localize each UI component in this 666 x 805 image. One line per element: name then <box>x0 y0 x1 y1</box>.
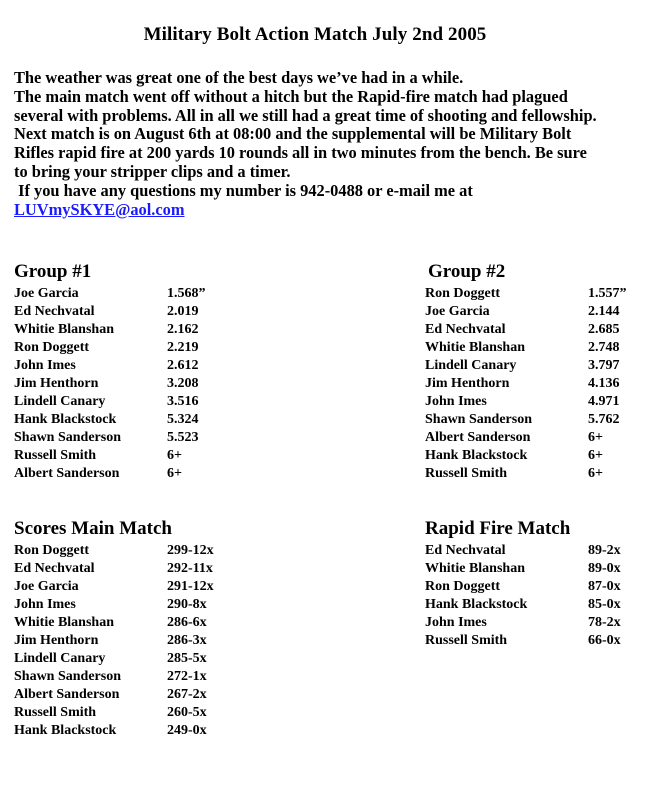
result-row <box>425 357 627 375</box>
shooter-name: Russell Smith <box>14 705 97 720</box>
shooter-name: Lindell Canary <box>14 651 106 666</box>
intro-line: If you have any questions my number is 942-0488 or e-mail me at <box>14 180 473 200</box>
shooter-name: Russell Smith <box>425 633 508 648</box>
result-row <box>14 722 214 740</box>
result-row <box>14 704 214 722</box>
rapid-fire-scores <box>425 518 621 650</box>
group-2-results <box>425 261 627 483</box>
section-heading: Scores Main Match <box>14 518 172 539</box>
section-heading: Rapid Fire Match <box>425 518 571 539</box>
intro-line: Rifles rapid fire at 200 yards 10 rounds all in two minutes from the bench. Be sure <box>14 143 587 163</box>
shooter-name: Ed Nechvatal <box>14 561 95 576</box>
shooter-name: Ron Doggett <box>14 543 90 558</box>
email-link[interactable]: LUVmySKYE@aol.com <box>14 199 185 219</box>
shooter-name: Shawn Sanderson <box>425 412 532 427</box>
result-row <box>14 321 206 339</box>
intro-line: The main match went off without a hitch but the Rapid-fire match had plagued <box>14 86 568 106</box>
result-row <box>14 465 206 483</box>
shooter-name: Jim Henthorn <box>425 376 510 391</box>
result-value: 87-0x <box>588 579 621 594</box>
result-value: 2.162 <box>167 322 199 337</box>
shooter-name: Albert Sanderson <box>425 430 531 445</box>
result-row <box>14 668 214 686</box>
result-row <box>425 375 627 393</box>
result-value: 2.748 <box>588 340 620 355</box>
result-row <box>425 303 627 321</box>
result-row <box>425 614 621 632</box>
shooter-name: Jim Henthorn <box>14 633 99 648</box>
result-value: 290-8x <box>167 597 207 612</box>
result-row <box>14 542 214 560</box>
results-list <box>425 285 627 483</box>
result-value: 5.523 <box>167 430 199 445</box>
shooter-name: John Imes <box>425 615 487 630</box>
shooter-name: Lindell Canary <box>425 358 517 373</box>
result-value: 89-0x <box>588 561 621 576</box>
result-value: 286-6x <box>167 615 207 630</box>
result-row <box>14 285 206 303</box>
shooter-name: Ed Nechvatal <box>425 322 506 337</box>
result-value: 299-12x <box>167 543 214 558</box>
result-row <box>425 393 627 411</box>
intro-line: to bring your stripper clips and a timer. <box>14 161 291 181</box>
shooter-name: Hank Blackstock <box>425 597 528 612</box>
result-value: 1.557” <box>588 286 627 301</box>
section-heading: Group #1 <box>14 261 92 282</box>
result-value: 2.219 <box>167 340 199 355</box>
result-value: 2.019 <box>167 304 199 319</box>
result-value: 291-12x <box>167 579 214 594</box>
result-row <box>14 357 206 375</box>
group-1-results <box>14 261 206 483</box>
shooter-name: John Imes <box>14 358 76 373</box>
result-value: 6+ <box>588 430 603 445</box>
result-value: 1.568” <box>167 286 206 301</box>
intro-line: several with problems. All in all we still had a great time of shooting and fellowship. <box>14 105 597 125</box>
result-value: 89-2x <box>588 543 621 558</box>
results-list <box>14 285 206 483</box>
shooter-name: Whitie Blanshan <box>14 615 114 630</box>
result-value: 249-0x <box>167 723 207 738</box>
result-row <box>14 596 214 614</box>
result-value: 2.685 <box>588 322 620 337</box>
result-row <box>14 560 214 578</box>
result-value: 4.136 <box>588 376 620 391</box>
results-list <box>14 542 214 740</box>
result-value: 6+ <box>588 466 603 481</box>
result-value: 6+ <box>167 448 182 463</box>
result-value: 6+ <box>167 466 182 481</box>
shooter-name: Joe Garcia <box>14 286 79 301</box>
shooter-name: Ron Doggett <box>14 340 90 355</box>
result-row <box>14 411 206 429</box>
result-value: 292-11x <box>167 561 213 576</box>
result-row <box>425 578 621 596</box>
result-row <box>14 375 206 393</box>
result-value: 5.762 <box>588 412 620 427</box>
shooter-name: Russell Smith <box>14 448 97 463</box>
result-row <box>14 303 206 321</box>
result-row <box>425 596 621 614</box>
page-title: Military Bolt Action Match July 2nd 2005 <box>143 24 487 45</box>
main-match-scores <box>14 518 214 740</box>
result-value: 78-2x <box>588 615 621 630</box>
intro-line: Next match is on August 6th at 08:00 and the supplemental will be Military Bolt <box>14 124 572 144</box>
shooter-name: Russell Smith <box>425 466 508 481</box>
shooter-name: Ron Doggett <box>425 286 501 301</box>
result-value: 272-1x <box>167 669 207 684</box>
result-row <box>425 447 627 465</box>
intro-line: The weather was great one of the best days we’ve had in a while. <box>14 68 464 87</box>
result-value: 4.971 <box>588 394 620 409</box>
result-row <box>425 429 627 447</box>
result-row <box>425 632 621 650</box>
result-row <box>425 560 621 578</box>
shooter-name: Whitie Blanshan <box>425 340 525 355</box>
shooter-name: Jim Henthorn <box>14 376 99 391</box>
result-value: 2.612 <box>167 358 199 373</box>
shooter-name: Albert Sanderson <box>14 466 120 481</box>
result-row <box>14 614 214 632</box>
shooter-name: Ed Nechvatal <box>14 304 95 319</box>
result-value: 285-5x <box>167 651 207 666</box>
result-row <box>14 429 206 447</box>
result-value: 5.324 <box>167 412 199 427</box>
intro-text <box>14 69 664 219</box>
result-row <box>425 339 627 357</box>
result-row <box>14 650 214 668</box>
shooter-name: Hank Blackstock <box>425 448 528 463</box>
result-value: 267-2x <box>167 687 207 702</box>
result-row <box>14 393 206 411</box>
result-row <box>14 447 206 465</box>
result-row <box>425 465 627 483</box>
result-row <box>14 632 214 650</box>
result-value: 85-0x <box>588 597 621 612</box>
result-row <box>14 578 214 596</box>
result-row <box>425 285 627 303</box>
result-row <box>425 411 627 429</box>
result-row <box>425 321 627 339</box>
shooter-name: Whitie Blanshan <box>425 561 525 576</box>
shooter-name: Joe Garcia <box>425 304 490 319</box>
shooter-name: Whitie Blanshan <box>14 322 114 337</box>
shooter-name: Ed Nechvatal <box>425 543 506 558</box>
shooter-name: John Imes <box>14 597 76 612</box>
shooter-name: Hank Blackstock <box>14 723 117 738</box>
result-value: 2.144 <box>588 304 620 319</box>
shooter-name: Joe Garcia <box>14 579 79 594</box>
shooter-name: Lindell Canary <box>14 394 106 409</box>
result-row <box>14 686 214 704</box>
result-row <box>425 542 621 560</box>
shooter-name: Albert Sanderson <box>14 687 120 702</box>
result-value: 286-3x <box>167 633 207 648</box>
results-list <box>425 542 621 650</box>
result-value: 3.208 <box>167 376 199 391</box>
result-value: 3.516 <box>167 394 199 409</box>
result-row <box>14 339 206 357</box>
result-value: 3.797 <box>588 358 620 373</box>
result-value: 6+ <box>588 448 603 463</box>
shooter-name: Shawn Sanderson <box>14 430 121 445</box>
shooter-name: Shawn Sanderson <box>14 669 121 684</box>
shooter-name: Hank Blackstock <box>14 412 117 427</box>
result-value: 66-0x <box>588 633 621 648</box>
shooter-name: John Imes <box>425 394 487 409</box>
section-heading: Group #2 <box>428 261 506 282</box>
result-value: 260-5x <box>167 705 207 720</box>
shooter-name: Ron Doggett <box>425 579 501 594</box>
